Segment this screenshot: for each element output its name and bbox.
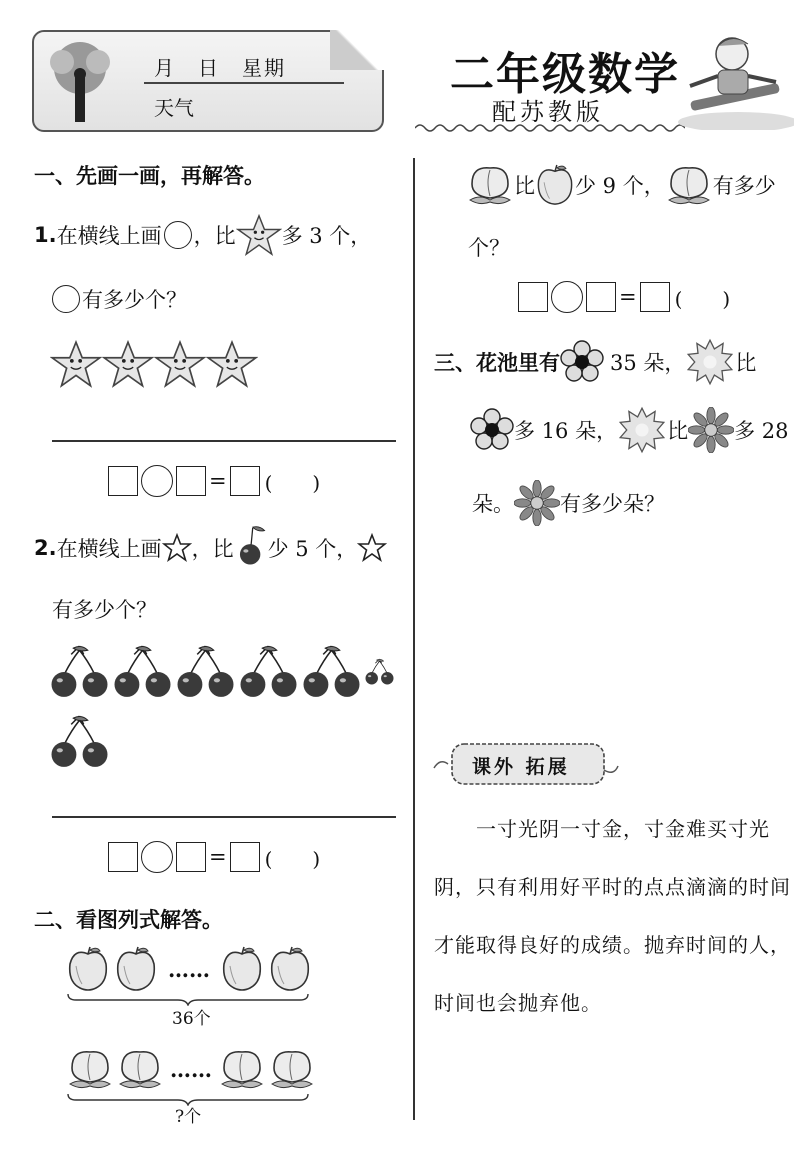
book-subtitle: 配苏教版	[492, 98, 604, 126]
blank-box[interactable]	[230, 842, 260, 872]
grey-daisy-icon	[688, 407, 734, 453]
cherry-pair-icon	[237, 644, 300, 700]
black-center-flower-icon	[470, 408, 514, 452]
section-2-heading: 二、看图列式解答。	[34, 908, 223, 932]
blank-box[interactable]	[230, 466, 260, 496]
s3-line2	[470, 406, 788, 454]
s3-text-e: 多 28	[734, 419, 789, 443]
apple-icon	[220, 946, 264, 992]
equation-template-3	[518, 281, 730, 313]
ellipsis: ……	[170, 1056, 212, 1082]
unit-parentheses[interactable]: ( )	[264, 846, 321, 871]
blank-box[interactable]	[640, 282, 670, 312]
star-face-icon	[206, 340, 258, 388]
peach-icon	[268, 1046, 316, 1092]
s3-line1	[434, 338, 756, 386]
peach-count: ?个	[175, 1107, 202, 1127]
proverb-paragraph: 一寸光阴一寸金，寸金难买寸光阴，只有利用好平时的点点滴滴的时间才能取得良好的成绩。抛弃时间的人，时间也会抛弃他。	[434, 817, 791, 1015]
peach-icon	[66, 1046, 114, 1092]
black-center-flower-icon	[560, 340, 604, 384]
cherry-pair-icon	[111, 644, 174, 700]
blank-box[interactable]	[176, 842, 206, 872]
star-face-icon	[102, 340, 154, 388]
cherry-row-2	[48, 714, 111, 770]
section-1-heading: 一、先画一画，再解答。	[34, 164, 265, 188]
blank-box[interactable]	[586, 282, 616, 312]
q1-text-d: 有多少个？	[82, 288, 187, 312]
apple-icon	[535, 164, 575, 206]
s3-text-a: 35 朵，	[610, 351, 686, 375]
equals-sign: =	[619, 285, 637, 309]
equation-template-2	[108, 841, 320, 873]
answer-line-2[interactable]	[52, 816, 396, 818]
cherry-pair-icon	[48, 714, 111, 770]
s3-text-g: 有多少朵？	[560, 492, 665, 516]
grey-daisy-icon	[514, 480, 560, 526]
book-title: 二年级数学	[450, 49, 680, 100]
s2-text-b: 少 9 个，	[575, 174, 665, 198]
cherry-pair-icon	[363, 644, 396, 700]
q2-line1	[34, 528, 387, 568]
s2-text-a: 比	[514, 174, 535, 198]
column-divider	[413, 158, 415, 1120]
star-row	[50, 340, 258, 388]
weather-label: 天气	[154, 96, 194, 120]
extra-reading-label: 课外 拓展	[472, 756, 570, 778]
q1-line1	[34, 214, 371, 256]
q2-line2: 有多少个？	[52, 598, 157, 622]
s3-text-c: 多 16 朵，	[514, 419, 618, 443]
peach-icon	[116, 1046, 164, 1092]
s2-text-c: 有多少	[712, 174, 776, 198]
s2-question-line1	[466, 162, 776, 208]
outline-star-icon	[162, 533, 192, 563]
cherry-pair-icon	[300, 644, 363, 700]
peach-row	[66, 1046, 316, 1092]
apple-count: 36个	[172, 1009, 211, 1029]
apple-icon	[114, 946, 158, 992]
circle-icon	[52, 285, 80, 313]
unit-parentheses[interactable]: ( )	[264, 470, 321, 495]
cherry-pair-icon	[174, 644, 237, 700]
cherry-icon	[234, 522, 268, 568]
ellipsis: ……	[168, 956, 210, 982]
s3-text-d: 比	[667, 419, 689, 443]
s3-text-f: 朵。	[472, 492, 514, 516]
apple-row	[66, 946, 312, 992]
equals-sign: =	[209, 469, 227, 493]
peach-icon	[466, 162, 514, 208]
s3-text-b: 比	[735, 351, 757, 375]
s2-question-line2: 个？	[468, 236, 510, 260]
blank-box[interactable]	[108, 842, 138, 872]
operator-circle[interactable]	[551, 281, 583, 313]
q1-text-b: ，比	[193, 224, 236, 248]
q1-line2	[52, 284, 187, 314]
cherry-row-1	[48, 644, 396, 700]
sledding-boy-illustration	[660, 32, 794, 130]
apple-icon	[268, 946, 312, 992]
operator-circle[interactable]	[141, 465, 173, 497]
page-curl	[330, 30, 384, 70]
outline-star-icon	[357, 533, 387, 563]
apple-icon	[66, 946, 110, 992]
extra-reading-badge	[432, 738, 620, 794]
peach-icon	[665, 162, 713, 208]
circle-icon	[164, 221, 192, 249]
equation-template-1	[108, 465, 320, 497]
equals-sign: =	[209, 845, 227, 869]
q2-text-c: 少 5 个，	[267, 537, 358, 561]
light-flower-icon	[685, 338, 735, 386]
light-flower-icon	[617, 406, 667, 454]
tree-logo-icon	[40, 38, 120, 126]
blank-box[interactable]	[176, 466, 206, 496]
blank-box[interactable]	[518, 282, 548, 312]
q1-text-c: 多 3 个，	[281, 224, 372, 248]
date-weather-box	[32, 30, 384, 132]
q2-number: 2.	[34, 536, 57, 560]
wave-decoration	[415, 122, 685, 134]
answer-line-1[interactable]	[52, 440, 396, 442]
section-3-heading: 三、花池里有	[434, 351, 560, 375]
date-label: 月 日 星期	[154, 56, 286, 80]
q2-text-a: 在横线上画	[56, 537, 162, 561]
q1-text-a: 在横线上画	[56, 224, 162, 248]
peach-icon	[218, 1046, 266, 1092]
star-face-icon	[154, 340, 206, 388]
operator-circle[interactable]	[141, 841, 173, 873]
star-face-icon	[236, 214, 282, 256]
q2-text-b: ，比	[191, 537, 234, 561]
date-underline	[144, 82, 344, 84]
s3-line3	[472, 480, 665, 526]
star-face-icon	[50, 340, 102, 388]
unit-parentheses[interactable]: ( )	[674, 286, 731, 311]
q1-number: 1.	[34, 223, 57, 247]
cherry-pair-icon	[48, 644, 111, 700]
blank-box[interactable]	[108, 466, 138, 496]
